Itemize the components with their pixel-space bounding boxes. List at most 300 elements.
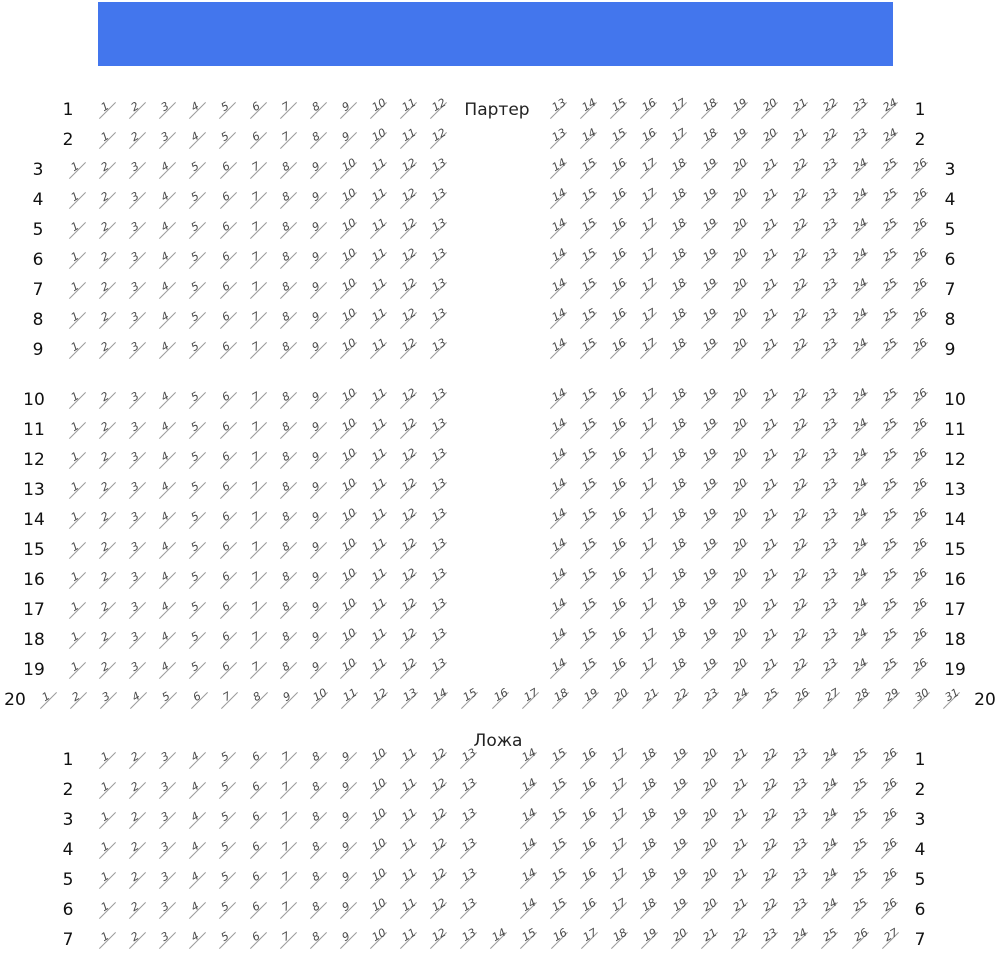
seat-lozha-row-3-seat-18[interactable] [635,811,657,829]
seat-parter-row-11-seat-16[interactable] [605,421,627,439]
seat-parter-row-20-seat-3[interactable] [95,691,117,709]
seat-parter-row-16-seat-11[interactable] [365,571,387,589]
seat-lozha-row-5-seat-12[interactable] [425,871,447,889]
seat-parter-row-14-seat-8[interactable] [275,511,297,529]
seat-parter-row-3-seat-23[interactable] [816,161,838,179]
seat-lozha-row-7-seat-19[interactable] [636,931,658,949]
seat-parter-row-12-seat-20[interactable] [726,451,748,469]
seat-parter-row-5-seat-21[interactable] [756,221,778,239]
seat-lozha-row-7-seat-27[interactable] [877,931,899,949]
seat-parter-row-7-seat-26[interactable] [906,281,928,299]
seat-parter-row-3-seat-10[interactable] [335,161,357,179]
seat-parter-row-11-seat-12[interactable] [395,421,417,439]
seat-parter-row-2-seat-13[interactable] [545,131,567,149]
seat-parter-row-12-seat-16[interactable] [605,451,627,469]
seat-parter-row-12-seat-10[interactable] [335,451,357,469]
seat-parter-row-17-seat-8[interactable] [275,601,297,619]
seat-parter-row-15-seat-13[interactable] [425,541,447,559]
seat-parter-row-11-seat-17[interactable] [635,421,657,439]
seat-lozha-row-3-seat-10[interactable] [365,811,387,829]
seat-parter-row-10-seat-7[interactable] [245,391,267,409]
seat-parter-row-19-seat-11[interactable] [365,661,387,679]
seat-lozha-row-7-seat-11[interactable] [395,931,417,949]
seat-lozha-row-7-seat-4[interactable] [184,931,206,949]
seat-parter-row-4-seat-6[interactable] [215,191,237,209]
seat-lozha-row-3-seat-5[interactable] [214,811,236,829]
seat-parter-row-8-seat-15[interactable] [575,311,597,329]
seat-parter-row-16-seat-15[interactable] [575,571,597,589]
seat-parter-row-5-seat-10[interactable] [335,221,357,239]
seat-parter-row-11-seat-2[interactable] [94,421,116,439]
seat-lozha-row-7-seat-21[interactable] [696,931,718,949]
seat-parter-row-16-seat-7[interactable] [245,571,267,589]
seat-parter-row-4-seat-13[interactable] [425,191,447,209]
seat-parter-row-19-seat-1[interactable] [64,661,86,679]
seat-parter-row-8-seat-2[interactable] [94,311,116,329]
seat-lozha-row-5-seat-19[interactable] [666,871,688,889]
seat-lozha-row-1-seat-6[interactable] [245,751,267,769]
seat-parter-row-2-seat-15[interactable] [605,131,627,149]
seat-parter-row-14-seat-6[interactable] [215,511,237,529]
seat-lozha-row-4-seat-14[interactable] [515,841,537,859]
seat-parter-row-16-seat-9[interactable] [305,571,327,589]
seat-parter-row-10-seat-1[interactable] [64,391,86,409]
seat-parter-row-10-seat-15[interactable] [575,391,597,409]
seat-parter-row-15-seat-2[interactable] [94,541,116,559]
seat-parter-row-7-seat-16[interactable] [605,281,627,299]
seat-parter-row-16-seat-12[interactable] [395,571,417,589]
seat-parter-row-16-seat-6[interactable] [215,571,237,589]
seat-parter-row-18-seat-18[interactable] [665,631,687,649]
seat-parter-row-8-seat-4[interactable] [154,311,176,329]
seat-lozha-row-5-seat-3[interactable] [154,871,176,889]
seat-parter-row-17-seat-26[interactable] [906,601,928,619]
seat-parter-row-1-seat-21[interactable] [786,101,808,119]
seat-parter-row-16-seat-10[interactable] [335,571,357,589]
seat-parter-row-20-seat-18[interactable] [547,691,569,709]
seat-parter-row-19-seat-19[interactable] [696,661,718,679]
seat-parter-row-11-seat-13[interactable] [425,421,447,439]
seat-parter-row-20-seat-4[interactable] [125,691,147,709]
seat-parter-row-13-seat-6[interactable] [215,481,237,499]
seat-parter-row-8-seat-1[interactable] [64,311,86,329]
seat-parter-row-16-seat-13[interactable] [425,571,447,589]
seat-parter-row-20-seat-26[interactable] [788,691,810,709]
seat-parter-row-2-seat-10[interactable] [365,131,387,149]
seat-parter-row-14-seat-3[interactable] [124,511,146,529]
seat-lozha-row-7-seat-26[interactable] [847,931,869,949]
seat-lozha-row-2-seat-18[interactable] [635,781,657,799]
seat-parter-row-3-seat-19[interactable] [696,161,718,179]
seat-parter-row-2-seat-12[interactable] [425,131,447,149]
seat-lozha-row-6-seat-19[interactable] [666,901,688,919]
seat-lozha-row-2-seat-16[interactable] [575,781,597,799]
seat-parter-row-9-seat-9[interactable] [305,341,327,359]
seat-parter-row-8-seat-3[interactable] [124,311,146,329]
seat-lozha-row-2-seat-15[interactable] [545,781,567,799]
seat-parter-row-10-seat-11[interactable] [365,391,387,409]
seat-parter-row-6-seat-24[interactable] [846,251,868,269]
seat-lozha-row-6-seat-12[interactable] [425,901,447,919]
seat-lozha-row-6-seat-21[interactable] [726,901,748,919]
seat-parter-row-11-seat-11[interactable] [365,421,387,439]
seat-parter-row-16-seat-5[interactable] [184,571,206,589]
seat-parter-row-5-seat-18[interactable] [665,221,687,239]
seat-lozha-row-4-seat-23[interactable] [786,841,808,859]
seat-parter-row-1-seat-24[interactable] [876,101,898,119]
seat-parter-row-6-seat-2[interactable] [94,251,116,269]
seat-lozha-row-7-seat-18[interactable] [606,931,628,949]
seat-parter-row-13-seat-8[interactable] [275,481,297,499]
seat-lozha-row-3-seat-23[interactable] [786,811,808,829]
seat-lozha-row-7-seat-22[interactable] [726,931,748,949]
seat-parter-row-4-seat-20[interactable] [726,191,748,209]
seat-parter-row-19-seat-2[interactable] [94,661,116,679]
seat-parter-row-5-seat-26[interactable] [906,221,928,239]
seat-parter-row-14-seat-18[interactable] [665,511,687,529]
seat-parter-row-9-seat-17[interactable] [635,341,657,359]
seat-parter-row-9-seat-13[interactable] [425,341,447,359]
seat-parter-row-17-seat-6[interactable] [215,601,237,619]
seat-parter-row-13-seat-2[interactable] [94,481,116,499]
seat-parter-row-18-seat-25[interactable] [876,631,898,649]
seat-parter-row-20-seat-22[interactable] [667,691,689,709]
seat-parter-row-5-seat-7[interactable] [245,221,267,239]
seat-parter-row-1-seat-5[interactable] [214,101,236,119]
seat-parter-row-2-seat-19[interactable] [726,131,748,149]
seat-parter-row-15-seat-20[interactable] [726,541,748,559]
seat-parter-row-4-seat-4[interactable] [154,191,176,209]
seat-parter-row-6-seat-6[interactable] [215,251,237,269]
seat-lozha-row-2-seat-8[interactable] [305,781,327,799]
seat-parter-row-15-seat-23[interactable] [816,541,838,559]
seat-parter-row-17-seat-21[interactable] [756,601,778,619]
seat-parter-row-6-seat-18[interactable] [665,251,687,269]
seat-parter-row-18-seat-19[interactable] [696,631,718,649]
seat-parter-row-16-seat-26[interactable] [906,571,928,589]
seat-parter-row-14-seat-9[interactable] [305,511,327,529]
seat-lozha-row-6-seat-23[interactable] [786,901,808,919]
seat-lozha-row-4-seat-3[interactable] [154,841,176,859]
seat-parter-row-4-seat-22[interactable] [786,191,808,209]
seat-lozha-row-1-seat-9[interactable] [335,751,357,769]
seat-lozha-row-3-seat-7[interactable] [275,811,297,829]
seat-parter-row-2-seat-4[interactable] [184,131,206,149]
seat-parter-row-18-seat-26[interactable] [906,631,928,649]
seat-lozha-row-3-seat-14[interactable] [515,811,537,829]
seat-lozha-row-2-seat-6[interactable] [245,781,267,799]
seat-parter-row-12-seat-17[interactable] [635,451,657,469]
seat-parter-row-6-seat-15[interactable] [575,251,597,269]
seat-parter-row-2-seat-9[interactable] [335,131,357,149]
seat-lozha-row-7-seat-13[interactable] [455,931,477,949]
seat-parter-row-2-seat-23[interactable] [846,131,868,149]
seat-parter-row-7-seat-13[interactable] [425,281,447,299]
seat-lozha-row-7-seat-2[interactable] [124,931,146,949]
seat-parter-row-9-seat-11[interactable] [365,341,387,359]
seat-parter-row-1-seat-7[interactable] [275,101,297,119]
seat-parter-row-2-seat-3[interactable] [154,131,176,149]
seat-parter-row-12-seat-7[interactable] [245,451,267,469]
seat-lozha-row-3-seat-11[interactable] [395,811,417,829]
seat-parter-row-1-seat-19[interactable] [726,101,748,119]
seat-parter-row-14-seat-11[interactable] [365,511,387,529]
seat-lozha-row-4-seat-11[interactable] [395,841,417,859]
seat-parter-row-11-seat-14[interactable] [545,421,567,439]
seat-parter-row-3-seat-1[interactable] [64,161,86,179]
seat-parter-row-4-seat-26[interactable] [906,191,928,209]
seat-lozha-row-3-seat-3[interactable] [154,811,176,829]
seat-parter-row-11-seat-20[interactable] [726,421,748,439]
seat-lozha-row-5-seat-10[interactable] [365,871,387,889]
seat-lozha-row-4-seat-19[interactable] [666,841,688,859]
seat-parter-row-2-seat-2[interactable] [124,131,146,149]
seat-parter-row-10-seat-24[interactable] [846,391,868,409]
seat-lozha-row-6-seat-18[interactable] [635,901,657,919]
seat-parter-row-9-seat-22[interactable] [786,341,808,359]
seat-parter-row-19-seat-5[interactable] [184,661,206,679]
seat-parter-row-5-seat-19[interactable] [696,221,718,239]
seat-parter-row-19-seat-13[interactable] [425,661,447,679]
seat-parter-row-14-seat-20[interactable] [726,511,748,529]
seat-parter-row-20-seat-16[interactable] [487,691,509,709]
seat-parter-row-12-seat-6[interactable] [215,451,237,469]
seat-parter-row-15-seat-18[interactable] [665,541,687,559]
seat-parter-row-12-seat-2[interactable] [94,451,116,469]
seat-parter-row-5-seat-23[interactable] [816,221,838,239]
seat-parter-row-17-seat-13[interactable] [425,601,447,619]
seat-parter-row-9-seat-26[interactable] [906,341,928,359]
seat-lozha-row-5-seat-5[interactable] [214,871,236,889]
seat-lozha-row-1-seat-25[interactable] [846,751,868,769]
seat-parter-row-16-seat-2[interactable] [94,571,116,589]
seat-parter-row-19-seat-26[interactable] [906,661,928,679]
seat-lozha-row-7-seat-25[interactable] [816,931,838,949]
seat-parter-row-8-seat-20[interactable] [726,311,748,329]
seat-lozha-row-6-seat-3[interactable] [154,901,176,919]
seat-parter-row-16-seat-25[interactable] [876,571,898,589]
seat-lozha-row-1-seat-24[interactable] [816,751,838,769]
seat-parter-row-18-seat-13[interactable] [425,631,447,649]
seat-parter-row-17-seat-16[interactable] [605,601,627,619]
seat-parter-row-11-seat-7[interactable] [245,421,267,439]
seat-lozha-row-4-seat-15[interactable] [545,841,567,859]
seat-parter-row-15-seat-21[interactable] [756,541,778,559]
seat-parter-row-5-seat-25[interactable] [876,221,898,239]
seat-parter-row-10-seat-25[interactable] [876,391,898,409]
seat-parter-row-12-seat-21[interactable] [756,451,778,469]
seat-parter-row-18-seat-7[interactable] [245,631,267,649]
seat-parter-row-11-seat-19[interactable] [696,421,718,439]
seat-parter-row-15-seat-25[interactable] [876,541,898,559]
seat-parter-row-19-seat-6[interactable] [215,661,237,679]
seat-lozha-row-1-seat-3[interactable] [154,751,176,769]
seat-parter-row-17-seat-9[interactable] [305,601,327,619]
seat-lozha-row-3-seat-26[interactable] [876,811,898,829]
seat-lozha-row-4-seat-25[interactable] [846,841,868,859]
seat-lozha-row-2-seat-4[interactable] [184,781,206,799]
seat-parter-row-10-seat-10[interactable] [335,391,357,409]
seat-parter-row-4-seat-21[interactable] [756,191,778,209]
seat-parter-row-2-seat-24[interactable] [876,131,898,149]
seat-parter-row-7-seat-23[interactable] [816,281,838,299]
seat-lozha-row-3-seat-8[interactable] [305,811,327,829]
seat-parter-row-3-seat-17[interactable] [635,161,657,179]
seat-parter-row-5-seat-15[interactable] [575,221,597,239]
seat-parter-row-5-seat-22[interactable] [786,221,808,239]
seat-parter-row-16-seat-24[interactable] [846,571,868,589]
seat-parter-row-10-seat-5[interactable] [184,391,206,409]
seat-parter-row-16-seat-4[interactable] [154,571,176,589]
seat-lozha-row-5-seat-23[interactable] [786,871,808,889]
seat-parter-row-2-seat-22[interactable] [816,131,838,149]
seat-parter-row-18-seat-15[interactable] [575,631,597,649]
seat-parter-row-13-seat-10[interactable] [335,481,357,499]
seat-parter-row-14-seat-26[interactable] [906,511,928,529]
seat-parter-row-14-seat-15[interactable] [575,511,597,529]
seat-parter-row-18-seat-11[interactable] [365,631,387,649]
seat-lozha-row-4-seat-2[interactable] [124,841,146,859]
seat-lozha-row-5-seat-15[interactable] [545,871,567,889]
seat-lozha-row-5-seat-24[interactable] [816,871,838,889]
seat-parter-row-14-seat-7[interactable] [245,511,267,529]
seat-parter-row-19-seat-12[interactable] [395,661,417,679]
seat-parter-row-7-seat-10[interactable] [335,281,357,299]
seat-parter-row-4-seat-9[interactable] [305,191,327,209]
seat-parter-row-9-seat-3[interactable] [124,341,146,359]
seat-parter-row-5-seat-11[interactable] [365,221,387,239]
seat-parter-row-9-seat-1[interactable] [64,341,86,359]
seat-lozha-row-4-seat-6[interactable] [245,841,267,859]
seat-parter-row-2-seat-17[interactable] [665,131,687,149]
seat-parter-row-12-seat-23[interactable] [816,451,838,469]
seat-parter-row-1-seat-17[interactable] [665,101,687,119]
seat-lozha-row-3-seat-2[interactable] [124,811,146,829]
seat-parter-row-15-seat-24[interactable] [846,541,868,559]
seat-lozha-row-3-seat-9[interactable] [335,811,357,829]
seat-parter-row-14-seat-5[interactable] [184,511,206,529]
seat-parter-row-18-seat-17[interactable] [635,631,657,649]
seat-lozha-row-1-seat-11[interactable] [395,751,417,769]
seat-parter-row-14-seat-12[interactable] [395,511,417,529]
seat-parter-row-19-seat-10[interactable] [335,661,357,679]
seat-parter-row-17-seat-7[interactable] [245,601,267,619]
seat-lozha-row-6-seat-14[interactable] [515,901,537,919]
seat-parter-row-19-seat-16[interactable] [605,661,627,679]
seat-lozha-row-3-seat-25[interactable] [846,811,868,829]
seat-parter-row-5-seat-14[interactable] [545,221,567,239]
seat-parter-row-7-seat-9[interactable] [305,281,327,299]
seat-parter-row-13-seat-19[interactable] [696,481,718,499]
seat-parter-row-15-seat-7[interactable] [245,541,267,559]
seat-parter-row-11-seat-23[interactable] [816,421,838,439]
seat-parter-row-13-seat-5[interactable] [184,481,206,499]
seat-parter-row-9-seat-23[interactable] [816,341,838,359]
seat-parter-row-15-seat-11[interactable] [365,541,387,559]
seat-parter-row-1-seat-15[interactable] [605,101,627,119]
seat-parter-row-4-seat-18[interactable] [665,191,687,209]
seat-parter-row-3-seat-4[interactable] [154,161,176,179]
seat-lozha-row-5-seat-1[interactable] [94,871,116,889]
seat-parter-row-10-seat-3[interactable] [124,391,146,409]
seat-lozha-row-5-seat-20[interactable] [696,871,718,889]
seat-parter-row-10-seat-17[interactable] [635,391,657,409]
seat-parter-row-5-seat-9[interactable] [305,221,327,239]
seat-parter-row-14-seat-24[interactable] [846,511,868,529]
seat-lozha-row-3-seat-13[interactable] [455,811,477,829]
seat-parter-row-17-seat-1[interactable] [64,601,86,619]
seat-lozha-row-7-seat-14[interactable] [485,931,507,949]
seat-parter-row-12-seat-12[interactable] [395,451,417,469]
seat-lozha-row-4-seat-18[interactable] [635,841,657,859]
seat-lozha-row-3-seat-21[interactable] [726,811,748,829]
seat-parter-row-6-seat-7[interactable] [245,251,267,269]
seat-parter-row-3-seat-2[interactable] [94,161,116,179]
seat-parter-row-16-seat-22[interactable] [786,571,808,589]
seat-parter-row-12-seat-19[interactable] [696,451,718,469]
seat-parter-row-1-seat-14[interactable] [575,101,597,119]
seat-parter-row-12-seat-1[interactable] [64,451,86,469]
seat-lozha-row-6-seat-16[interactable] [575,901,597,919]
seat-parter-row-20-seat-5[interactable] [155,691,177,709]
seat-parter-row-9-seat-24[interactable] [846,341,868,359]
seat-lozha-row-7-seat-12[interactable] [425,931,447,949]
seat-lozha-row-4-seat-22[interactable] [756,841,778,859]
seat-lozha-row-2-seat-23[interactable] [786,781,808,799]
seat-lozha-row-7-seat-16[interactable] [546,931,568,949]
seat-lozha-row-1-seat-18[interactable] [635,751,657,769]
seat-parter-row-5-seat-3[interactable] [124,221,146,239]
seat-parter-row-1-seat-10[interactable] [365,101,387,119]
seat-lozha-row-4-seat-4[interactable] [184,841,206,859]
seat-parter-row-19-seat-17[interactable] [635,661,657,679]
seat-parter-row-10-seat-8[interactable] [275,391,297,409]
seat-parter-row-12-seat-14[interactable] [545,451,567,469]
seat-parter-row-14-seat-22[interactable] [786,511,808,529]
seat-parter-row-8-seat-9[interactable] [305,311,327,329]
seat-parter-row-15-seat-14[interactable] [545,541,567,559]
seat-lozha-row-7-seat-17[interactable] [576,931,598,949]
seat-lozha-row-6-seat-7[interactable] [275,901,297,919]
seat-lozha-row-2-seat-26[interactable] [876,781,898,799]
seat-parter-row-1-seat-12[interactable] [425,101,447,119]
seat-parter-row-11-seat-1[interactable] [64,421,86,439]
seat-parter-row-11-seat-18[interactable] [665,421,687,439]
seat-parter-row-16-seat-16[interactable] [605,571,627,589]
seat-parter-row-8-seat-16[interactable] [605,311,627,329]
seat-lozha-row-7-seat-6[interactable] [245,931,267,949]
seat-parter-row-18-seat-10[interactable] [335,631,357,649]
seat-parter-row-20-seat-6[interactable] [186,691,208,709]
seat-parter-row-14-seat-21[interactable] [756,511,778,529]
seat-parter-row-13-seat-11[interactable] [365,481,387,499]
seat-parter-row-8-seat-21[interactable] [756,311,778,329]
seat-parter-row-13-seat-15[interactable] [575,481,597,499]
seat-parter-row-3-seat-6[interactable] [215,161,237,179]
seat-parter-row-15-seat-17[interactable] [635,541,657,559]
seat-parter-row-7-seat-3[interactable] [124,281,146,299]
seat-parter-row-7-seat-1[interactable] [64,281,86,299]
seat-parter-row-20-seat-9[interactable] [276,691,298,709]
seat-parter-row-11-seat-4[interactable] [154,421,176,439]
seat-parter-row-20-seat-28[interactable] [848,691,870,709]
seat-parter-row-15-seat-19[interactable] [696,541,718,559]
seat-parter-row-12-seat-26[interactable] [906,451,928,469]
seat-parter-row-1-seat-13[interactable] [545,101,567,119]
seat-parter-row-19-seat-15[interactable] [575,661,597,679]
seat-parter-row-9-seat-19[interactable] [696,341,718,359]
seat-parter-row-16-seat-20[interactable] [726,571,748,589]
